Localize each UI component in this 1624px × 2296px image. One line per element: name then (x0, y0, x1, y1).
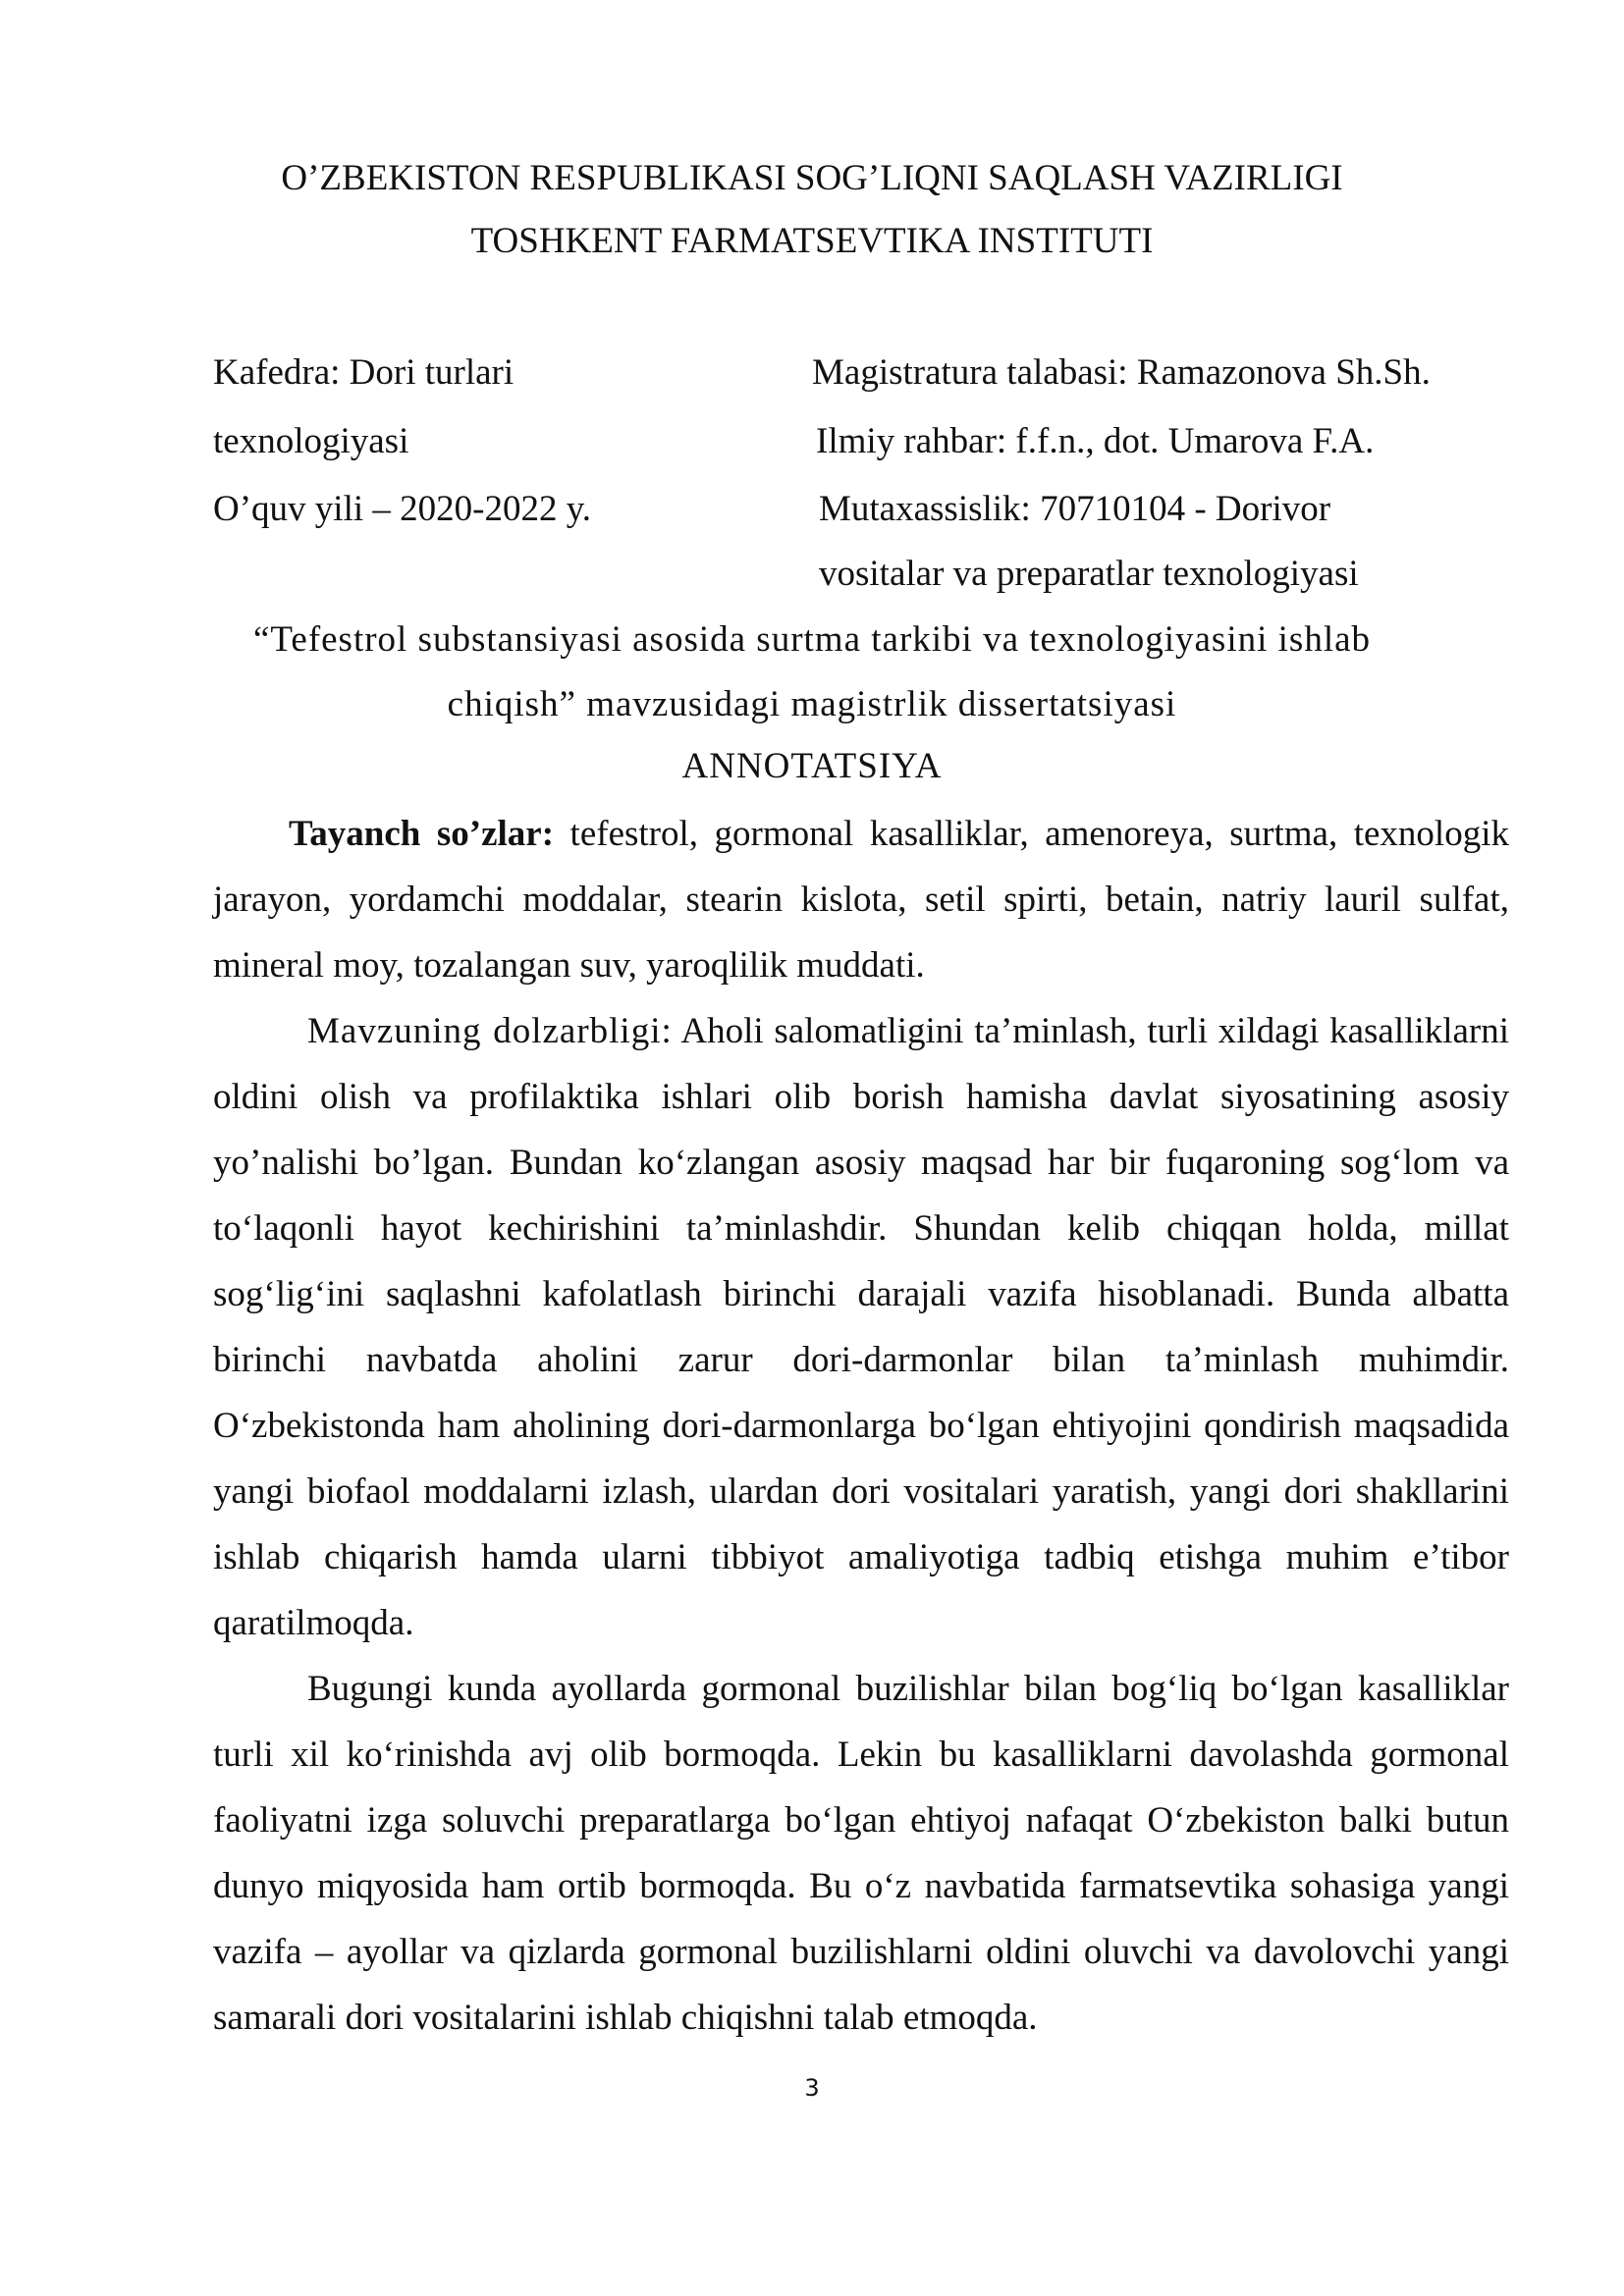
department-line-cont: texnologiyasi (213, 421, 409, 461)
academic-year-line: O’quv yili – 2020-2022 y. (213, 489, 592, 529)
keywords-label: Tayanch so’zlar: (289, 814, 555, 854)
student-line: Magistratura talabasi: Ramazonova Sh.Sh. (812, 352, 1431, 393)
keywords-text: tefestrol, gormonal kasalliklar, amenoreya, surtma, texnologik jarayon, yordamchi moddalar, stearin kislota, setil spirti, betain, natriy lauril sulfat, mineral moy, tozalangan suv, yaroqlilik muddati. (213, 814, 1509, 986)
relevance-text: Aholi salomatligini ta’minlash, turli xildagi kasalliklarni oldini olish va profilaktika ishlari olib borish hamisha davlat siyosatining asosiy yo’nalishi bo’lgan. Bundan ko‘zlangan asosiy maqsad har bir fuqaroning sog‘lom va to‘laqonli hayot kechirishini ta’minlashdir. Shundan kelib chiqqan holda, millat sog‘lig‘ini saqlashni kafolatlash birinchi darajali vazifa hisoblanadi. Bunda albatta birinchi navbatda aholini zarur dori-darmonlar bilan ta’minlash muhimdir. O‘zbekistonda ham aholining dori-darmonlarga bo‘lgan ehtiyojini qondirish maqsadida yangi biofaol moddalarni izlash, ulardan dori vositalari yaratish, yangi dori shakllarini ishlab chiqarish hamda ularni tibbiyot amaliyotiga tadbiq etishga muhim e’tibor qaratilmoqda. (213, 1011, 1509, 1643)
relevance-paragraph (213, 998, 1509, 1656)
specialty-line: Mutaxassislik: 70710104 - Dorivor (819, 489, 1331, 529)
institute-heading: TOSHKENT FARMATSEVTIKA INSTITUTI (470, 221, 1154, 261)
supervisor-line: Ilmiy rahbar: f.f.n., dot. Umarova F.A. (816, 421, 1375, 461)
relevance-label: Mavzuning dolzarbligi: (307, 1011, 673, 1051)
specialty-line-cont: vositalar va preparatlar texnologiyasi (819, 554, 1359, 594)
ministry-heading: O’ZBEKISTON RESPUBLIKASI SOG’LIQNI SAQLASH VAZIRLIGI (281, 158, 1343, 198)
department-line: Kafedra: Dori turlari (213, 352, 514, 393)
page-number: 3 (804, 2074, 820, 2102)
thesis-title-line-2: chiqish” mavzusidagi magistrlik dissertatsiyasi (447, 684, 1177, 724)
keywords-paragraph (213, 801, 1509, 998)
annotation-heading: ANNOTATSIYA (681, 746, 943, 786)
document-body (213, 801, 1509, 2051)
paragraph-3: Bugungi kunda ayollarda gormonal buzilishlar bilan bog‘liq bo‘lgan kasalliklar turli xil ko‘rinishda avj olib bormoqda. Lekin bu kasalliklarni davolashda gormonal faoliyatni izga soluvchi preparatlarga bo‘lgan ehtiyoj nafaqat O‘zbekiston balki butun dunyo miqyosida ham ortib bormoqda. Bu o‘z navbatida farmatsevtika sohasiga yangi vazifa – ayollar va qizlarda gormonal buzilishlarni oldini oluvchi va davolovchi yangi samarali dori vositalarini ishlab chiqishni talab etmoqda. (213, 1669, 1509, 2038)
thesis-title-line-1: “Tefestrol substansiyasi asosida surtma tarkibi va texnologiyasini ishlab (252, 619, 1372, 660)
